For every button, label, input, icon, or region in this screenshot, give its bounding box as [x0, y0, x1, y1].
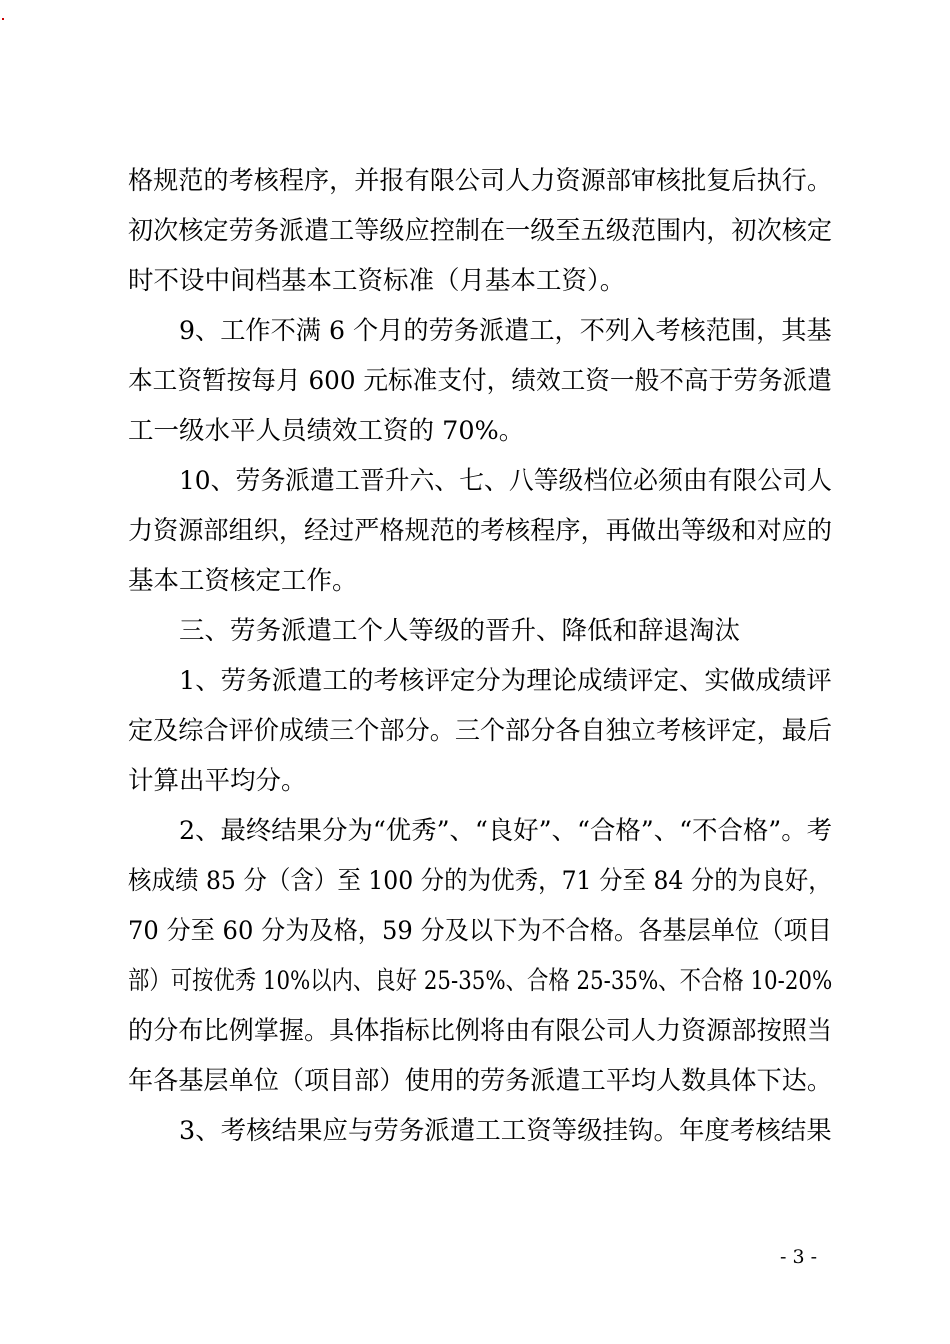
text-line — [128, 656, 832, 706]
line-text: 核成绩 85 分（含）至 100 分的为优秀，71 分至 84 分的为良好， — [128, 866, 832, 896]
text-line — [128, 1106, 832, 1156]
section-heading — [128, 606, 832, 656]
line-text: 三、劳务派遣工个人等级的晋升、降低和辞退淘汰 — [179, 616, 741, 646]
line-text: 年各基层单位（项目部）使用的劳务派遣工平均人数具体下达。 — [128, 1066, 833, 1096]
corner-mark — [2, 18, 4, 20]
text-line — [128, 556, 832, 606]
text-line — [128, 706, 832, 756]
line-text: 1、劳务派遣工的考核评定分为理论成绩评定、实做成绩评 — [179, 666, 832, 696]
line-text: 格规范的考核程序，并报有限公司人力资源部审核批复后执行。 — [128, 166, 833, 196]
line-text: 基本工资核定工作。 — [128, 566, 358, 596]
text-line — [128, 806, 832, 856]
text-line — [128, 506, 832, 556]
text-line — [128, 956, 832, 1006]
text-line — [128, 1006, 832, 1056]
line-text: 本工资暂按每月 600 元标准支付，绩效工资一般不高于劳务派遣 — [128, 366, 832, 396]
line-text: 的分布比例掌握。具体指标比例将由有限公司人力资源部按照当 — [128, 1016, 833, 1046]
text-line — [128, 856, 832, 906]
text-line — [128, 306, 832, 356]
text-line — [128, 756, 832, 806]
line-text: 力资源部组织，经过严格规范的考核程序，再做出等级和对应的 — [128, 516, 833, 546]
line-text: 9、工作不满 6 个月的劳务派遣工，不列入考核范围，其基 — [179, 316, 832, 346]
text-line — [128, 206, 832, 256]
line-text: 部）可按优秀 10%以内、良好 25-35%、合格 25-35%、不合格 10-20% — [128, 966, 833, 996]
text-line — [128, 356, 832, 406]
line-text: 定及综合评价成绩三个部分。三个部分各自独立考核评定，最后 — [128, 716, 833, 746]
text-line — [128, 156, 832, 206]
line-text: 10、劳务派遣工晋升六、七、八等级档位必须由有限公司人 — [179, 466, 832, 496]
line-text: 2、最终结果分为“优秀”、“良好”、“合格”、“不合格”。考 — [179, 816, 833, 846]
line-text: 初次核定劳务派遣工等级应控制在一级至五级范围内，初次核定 — [128, 216, 833, 246]
page-number: - 3 - — [780, 1246, 818, 1268]
line-text: 70 分至 60 分为及格，59 分及以下为不合格。各基层单位（项目 — [128, 916, 832, 946]
line-text: 时不设中间档基本工资标准（月基本工资）。 — [128, 266, 626, 296]
text-line — [128, 406, 832, 456]
line-text: 计算出平均分。 — [128, 766, 307, 796]
document-body — [128, 156, 832, 1156]
text-line — [128, 456, 832, 506]
text-line — [128, 256, 832, 306]
line-text: 3、考核结果应与劳务派遣工工资等级挂钩。年度考核结果 — [179, 1116, 832, 1146]
text-line — [128, 1056, 832, 1106]
text-line — [128, 906, 832, 956]
line-text: 工一级水平人员绩效工资的 70%。 — [128, 416, 525, 446]
